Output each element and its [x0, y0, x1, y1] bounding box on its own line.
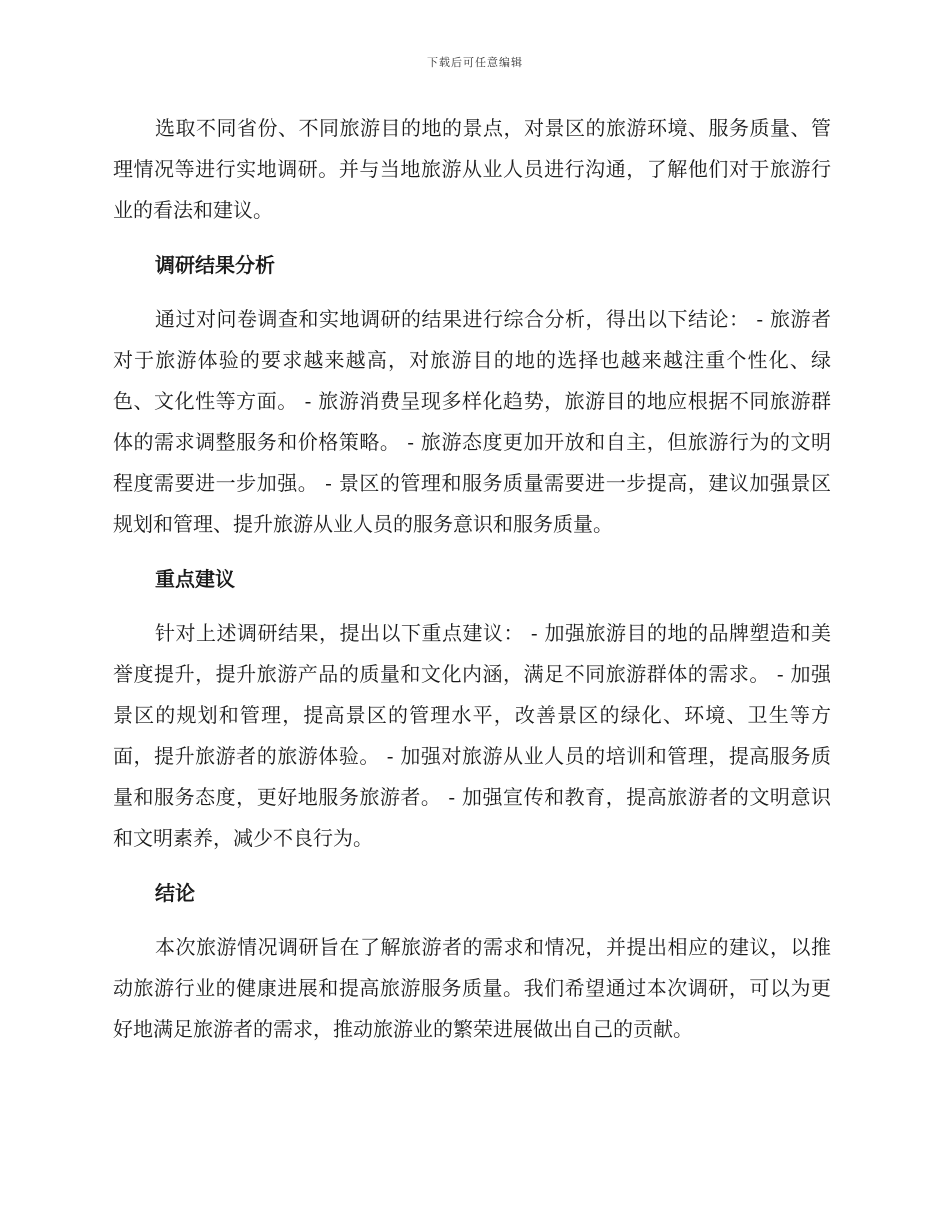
section-heading-conclusion: 结论 [155, 881, 195, 905]
section-heading-analysis: 调研结果分析 [155, 253, 275, 277]
document-body [113, 108, 831, 1050]
intro-paragraph: 选取不同省份、不同旅游目的地的景点，对景区的旅游环境、服务质量、管理情况等进行实地调研。并与当地旅游从业人员进行沟通，了解他们对于旅游行业的看法和建议。 [113, 116, 831, 222]
section-heading-recommendations: 重点建议 [155, 567, 235, 591]
conclusion-paragraph: 本次旅游情况调研旨在了解旅游者的需求和情况，并提出相应的建议，以推动旅游行业的健康进展和提高旅游服务质量。我们希望通过本次调研，可以为更好地满足旅游者的需求，推动旅游业的繁荣进展做出自己的贡献。 [113, 935, 831, 1041]
page-header-note: 下载后可任意编辑 [427, 56, 523, 69]
recommendations-paragraph: 针对上述调研结果，提出以下重点建议： - 加强旅游目的地的品牌塑造和美誉度提升，提升旅游产品的质量和文化内涵，满足不同旅游群体的需求。 - 加强景区的规划和管理，提高景区的管理水平，改善景区的绿化、环境、卫生等方面，提升旅游者的旅游体验。 - 加强对旅游从业人员的培训和管理，提高服务质量和服务态度，更好地服务旅游者。 - 加强宣传和教育，提高旅游者的文明意识和文明素养，减少不良行为。 [113, 621, 831, 850]
analysis-paragraph: 通过对问卷调查和实地调研的结果进行综合分析，得出以下结论： - 旅游者对于旅游体验的要求越来越高，对旅游目的地的选择也越来越注重个性化、绿色、文化性等方面。 - 旅游消费呈现多样化趋势，旅游目的地应根据不同旅游群体的需求调整服务和价格策略。 - 旅游态度更加开放和自主，但旅游行为的文明程度需要进一步加强。 - 景区的管理和服务质量需要进一步提高，建议加强景区规划和管理、提升旅游从业人员的服务意识和服务质量。 [113, 307, 831, 536]
